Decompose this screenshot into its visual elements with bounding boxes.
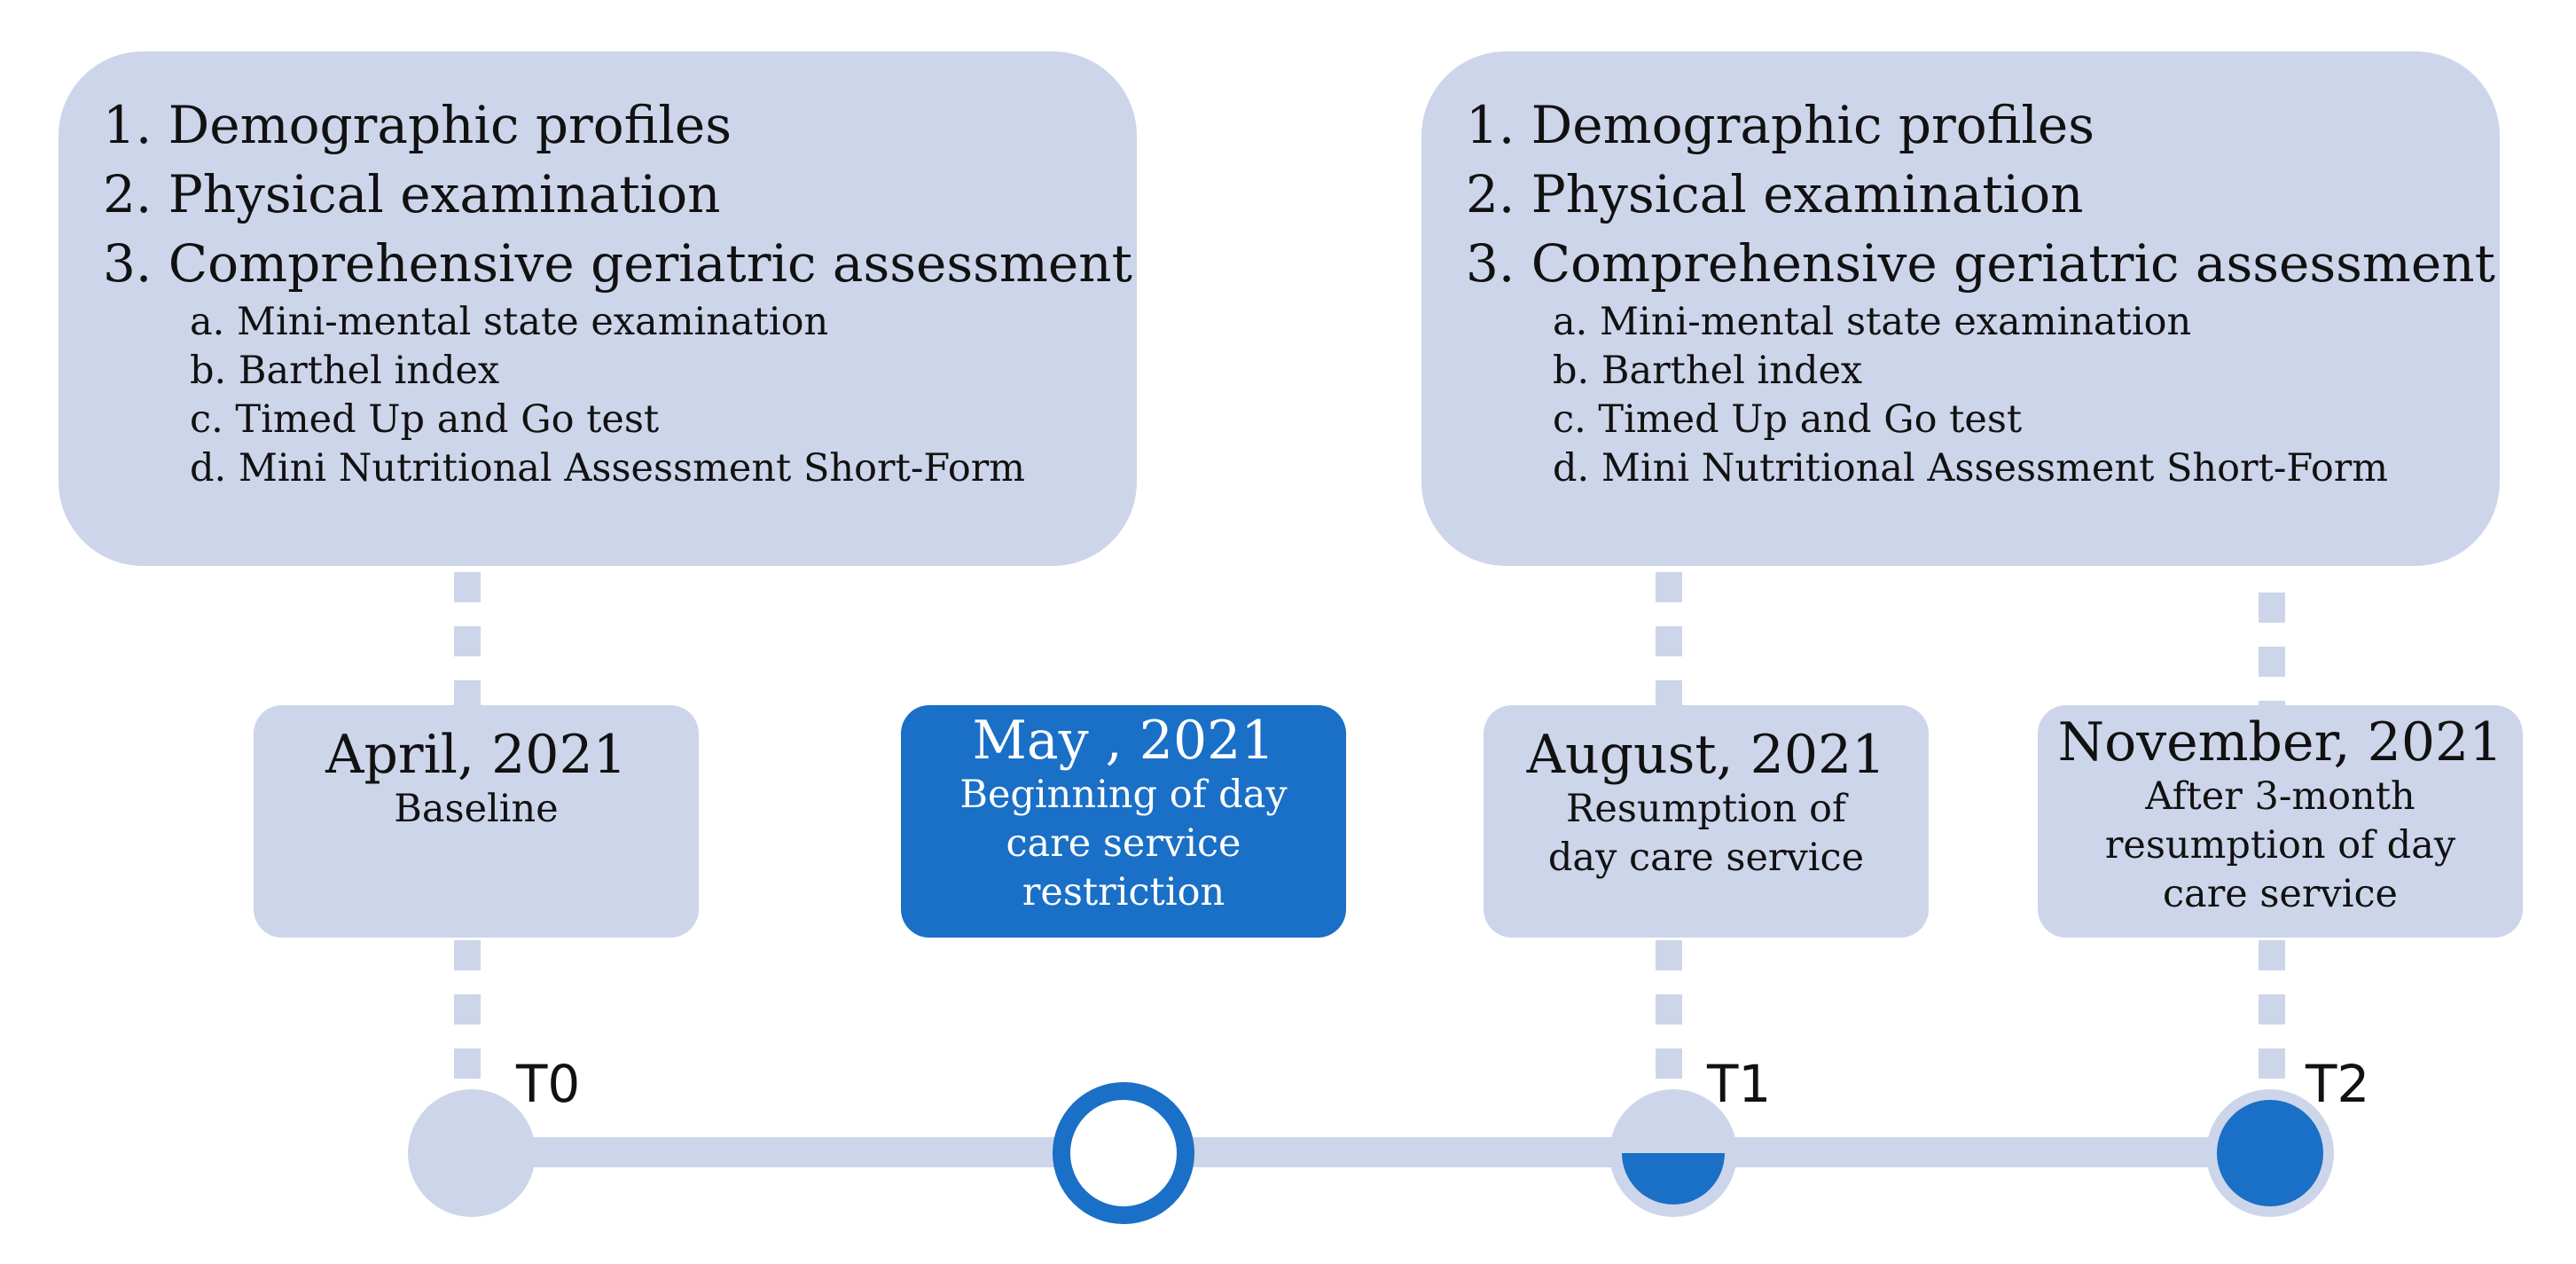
marker-t2-fill xyxy=(2217,1100,2323,1206)
time-label-t0: T0 xyxy=(516,1054,581,1114)
assessment-subitem: d. Mini Nutritional Assessment Short-Form xyxy=(1553,446,2389,491)
milestone-description: After 3-month resumption of day care service xyxy=(2104,774,2456,916)
assessment-item: 2. Physical examination xyxy=(103,164,721,224)
milestone-date: May , 2021 xyxy=(972,710,1275,772)
milestone-description: Beginning of day care service restriction xyxy=(959,773,1288,915)
marker-may xyxy=(1061,1091,1186,1215)
assessment-item: 3. Comprehensive geriatric assessment xyxy=(1466,233,2495,294)
milestone-description: Baseline xyxy=(394,787,559,831)
milestone-date: August, 2021 xyxy=(1526,724,1886,786)
time-label-t1: T1 xyxy=(1707,1054,1772,1114)
milestone-april xyxy=(254,705,699,938)
assessment-subitem: a. Mini-mental state examination xyxy=(190,300,829,344)
milestone-date: April, 2021 xyxy=(325,724,627,786)
assessment-box-baseline xyxy=(59,51,1137,566)
milestone-november xyxy=(2038,705,2523,938)
time-label-t2: T2 xyxy=(2306,1054,2370,1114)
assessment-subitem: b. Barthel index xyxy=(190,349,500,393)
assessment-subitem: a. Mini-mental state examination xyxy=(1553,300,2192,344)
assessment-subitem: d. Mini Nutritional Assessment Short-Form xyxy=(190,446,1026,491)
milestone-description: Resumption of day care service xyxy=(1547,787,1865,880)
assessment-item: 1. Demographic profiles xyxy=(103,95,732,155)
assessment-subitem: c. Timed Up and Go test xyxy=(190,397,660,442)
milestone-date: November, 2021 xyxy=(2057,711,2503,773)
timeline-bar xyxy=(467,1137,2272,1167)
assessment-item: 1. Demographic profiles xyxy=(1466,95,2094,155)
assessment-item: 3. Comprehensive geriatric assessment xyxy=(103,233,1132,294)
assessment-box-followup xyxy=(1421,51,2500,566)
milestone-august xyxy=(1484,705,1929,938)
milestone-may xyxy=(901,705,1346,938)
assessment-subitem: b. Barthel index xyxy=(1553,349,1863,393)
assessment-item: 2. Physical examination xyxy=(1466,164,2084,224)
assessment-subitem: c. Timed Up and Go test xyxy=(1553,397,2023,442)
